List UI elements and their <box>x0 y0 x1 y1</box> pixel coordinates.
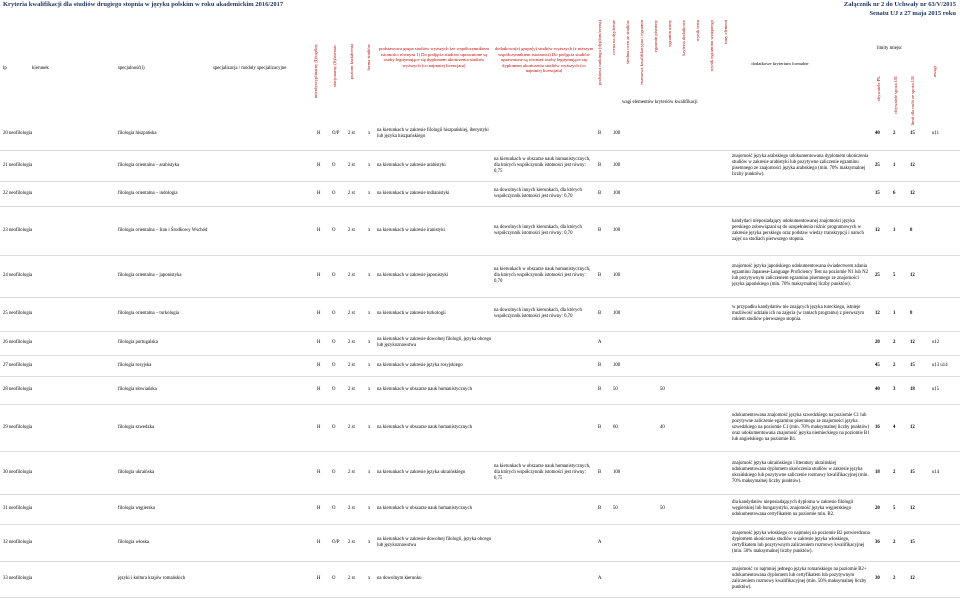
cell-lim3: 15 <box>910 362 915 368</box>
cell-lim1: 40 <box>875 131 880 136</box>
cell-t1: H <box>317 469 321 475</box>
cell-lim3: 12 <box>910 162 915 168</box>
cell-lim3: 12 <box>910 273 915 278</box>
cell-lim1: 25 <box>875 273 880 278</box>
cell-g2 <box>494 561 594 597</box>
cell-lim1: 16 <box>875 424 880 430</box>
cell-lim2: 2 <box>893 576 896 581</box>
table-row <box>0 297 960 331</box>
col-v5: podstawa rankingu (dyplom/ocena) <box>597 20 602 86</box>
cell-t1: H <box>317 162 321 168</box>
cell-t3: 2 st <box>348 506 355 511</box>
cell-t1: H <box>317 506 321 511</box>
cell-note: u14 <box>932 469 940 475</box>
col-v2: stacjonarny (S)/niestac. <box>332 44 337 88</box>
cell-g1: na kierunkach w obszarze nauk humanistycznych <box>377 506 472 511</box>
cell-base: A <box>598 539 602 545</box>
cell-spec: filologia szwedzka <box>118 424 155 430</box>
cell-w1: 50 <box>613 506 618 511</box>
cell-w2: 50 <box>660 506 665 511</box>
table-row <box>0 524 960 561</box>
cell-g1: na kierunkach w zakresie indianistyki <box>377 190 450 196</box>
cell-base: B <box>598 362 602 368</box>
cell-t4: x <box>368 273 371 278</box>
cell-g1: na kierunkach w zakresie języka rosyjskiego <box>377 362 463 368</box>
cell-lim3: 12 <box>910 190 915 196</box>
cell-lim1: 40 <box>875 387 880 392</box>
cell-w1: 100 <box>613 273 621 278</box>
col-specjalizacja: specjalizacja / moduły specjalizacyjne <box>213 66 287 71</box>
table-row <box>0 451 960 494</box>
cell-t3: 2 st <box>348 469 355 475</box>
cell-base: B <box>598 311 602 316</box>
cell-base: A <box>598 576 602 581</box>
cell-t1: H <box>317 340 321 345</box>
cell-w2 <box>660 206 676 255</box>
cell-w2 <box>660 255 676 297</box>
cell-note <box>932 206 952 255</box>
cell-lim1: 20 <box>875 506 880 511</box>
cell-t3: 2 st <box>348 362 355 368</box>
cell-t1: H <box>317 273 321 278</box>
cell-t2: O <box>332 576 336 581</box>
cell-t4: x <box>368 424 371 430</box>
cell-spec: filologia włoska <box>118 539 150 545</box>
cell-t4: x <box>368 576 371 581</box>
cell-g2: na kierunkach w obszarze nauk humanistycznych, dla których współczynnik istotności jest równy: 0,70 <box>494 267 591 284</box>
cell-extra <box>732 118 870 150</box>
cell-extra <box>732 355 870 376</box>
cell-t1: H <box>317 424 321 430</box>
cell-note: u11 <box>932 131 940 136</box>
cell-extra: znajomość języka włoskiego co najmniej na poziomie B2 potwierdzona dyplomem ukończenia studiów w zakresie języka włoskiego, certyfikatem lub pozytywnym zaliczeniem rozmowy kwalifikacyjnej (min. 50% maksymalnej liczby punktów). <box>732 530 870 554</box>
cell-lim2: 2 <box>893 340 896 345</box>
cell-t2: O <box>332 362 336 368</box>
cell-base: B <box>598 190 602 196</box>
cell-t3: 2 st <box>348 162 355 168</box>
cell-note: u12 <box>932 340 940 345</box>
col-v1: interdyscyplinarny (I)/ogólny <box>313 44 318 99</box>
col-group1: podstawowa grupa studiów wyższych (ze współczynnikiem istotności równym 1) Do podjęcia studiów uprawnione są osoby legitymujące się dyplomem ukończenia studiów wyższych (co najmniej licencjatu) <box>379 46 489 68</box>
cell-lp: 28 neofilologia <box>3 387 33 392</box>
cell-lim3: 18 <box>910 387 915 392</box>
cell-g2: na kierunkach w obszarze nauk humanistycznych, dla których współczynnik istotności jest równy: 0,75 <box>494 156 591 174</box>
cell-t3: 2 st <box>348 387 355 392</box>
cell-g1: na kierunkach w zakresie iranistyki <box>377 227 445 233</box>
cell-t3: 2 st <box>348 273 355 278</box>
cell-t1: H <box>317 190 321 196</box>
cell-lim3: 12 <box>910 506 915 511</box>
cell-lim2: 2 <box>893 469 896 475</box>
cell-note <box>932 561 952 597</box>
col-dodatkowe: dodatkowe kryterium formalne <box>751 61 809 66</box>
cell-lp: 22 neofilologia <box>3 190 33 196</box>
cell-w2 <box>660 150 676 181</box>
cell-spec: filologia orientalna – japonistyka <box>118 273 182 278</box>
cell-extra: znajomość języka japońskiego udokumentowana świadectwem zdania egzaminu Japanese-Language Proficiency Test na poziomie N1 lub N2 lub pozytywnym zaliczeniem egzaminu pisemnego ze znajomości języka japońskiego (min. 70% maksymalnej liczby punktów). <box>732 264 868 287</box>
col-kierunek: kierunek <box>32 66 49 71</box>
cell-lp: 26 neofilologia <box>3 340 33 345</box>
cell-t2: O <box>332 227 336 233</box>
cell-t2: O <box>332 387 336 392</box>
cell-spec: filologia portugalska <box>118 340 158 345</box>
cell-t2: O <box>332 340 336 345</box>
cell-w1: 100 <box>613 131 621 136</box>
table-row <box>0 331 960 355</box>
cell-g1: na kierunkach w obszarze nauk humanistycznych <box>377 424 472 430</box>
cell-g2 <box>494 404 594 451</box>
cell-g2 <box>494 376 594 404</box>
cell-g1: na dowolnym kierunku <box>377 576 422 581</box>
cell-t3: 2 st <box>348 190 355 196</box>
cell-note <box>932 297 952 331</box>
col-lp: lp <box>3 66 7 71</box>
col-v8: rozmowa kwalifikacyjna / egzamin <box>639 20 644 85</box>
cell-lim2: 1 <box>893 162 896 168</box>
cell-t1: H <box>317 227 321 233</box>
cell-note <box>932 524 952 561</box>
table-row <box>0 404 960 451</box>
col-specjalnosc: specjalność(i) <box>118 66 145 71</box>
cell-spec: filologia ukraińska <box>118 469 155 475</box>
cell-extra: znajomość co najmniej jednego języka romańskiego na poziomie B2+ udokumentowana dyplomem lub certyfikatem lub pozytywnym zaliczeniem rozmowy kwalifikacyjnej (min. 50% maksymalnej liczby punktów). <box>732 567 867 590</box>
cell-t1: H <box>317 131 321 136</box>
table-row <box>0 150 960 181</box>
cell-lim2: 1 <box>893 227 896 233</box>
cell-lp: 23 neofilologia <box>3 227 33 233</box>
cell-base: B <box>598 273 602 278</box>
cell-g1: na kierunkach w zakresie turkologii <box>377 311 446 316</box>
table-row <box>0 494 960 524</box>
cell-g2 <box>494 355 594 376</box>
cell-lim1: 18 <box>875 469 880 475</box>
col-v4: forma studiów <box>366 44 371 71</box>
cell-t1: H <box>317 539 321 545</box>
cell-t4: x <box>368 227 371 233</box>
cell-note <box>932 255 952 297</box>
cell-lim2: 4 <box>893 424 896 430</box>
cell-spec: filologia orientalna – arabistyka <box>118 162 180 168</box>
col-v7: średnia ocen ze studiów <box>625 20 630 65</box>
cell-t1: H <box>317 387 321 392</box>
cell-spec: filologia orientalna – turkologia <box>118 311 180 316</box>
cell-t3: 2 st <box>348 424 355 430</box>
cell-w1: 100 <box>613 362 621 368</box>
header-right-line2: Senatu UJ z 27 maja 2015 roku <box>869 9 956 17</box>
cell-t2: O <box>332 506 336 511</box>
cell-note <box>932 494 952 524</box>
cell-lim3: 8 <box>910 311 913 316</box>
cell-t4: x <box>368 162 371 168</box>
cell-note <box>932 181 952 206</box>
col-l3: limit dla osób ze spoza UE <box>910 76 915 126</box>
col-group2: dodatkowa(e) grupa(y) studiów wyższych (z niższym współczynnikiem istotności) Do podjęcia studiów uprawnione są również osoby legitymujące się dyplomem ukończenia studiów wyższych (co najmniej licencjatu) <box>494 46 594 74</box>
cell-lim3: 12 <box>910 340 915 345</box>
table-body <box>0 114 960 598</box>
cell-t1: H <box>317 311 321 316</box>
cell-lim3: 15 <box>910 131 915 136</box>
cell-t2: O/P <box>332 131 340 136</box>
cell-lim1: 15 <box>875 190 880 196</box>
cell-t2: O <box>332 190 336 196</box>
cell-lp: 24 neofilologia <box>3 273 33 278</box>
cell-base: A <box>598 340 602 345</box>
table-row <box>0 181 960 206</box>
cell-lim2: 6 <box>893 190 896 196</box>
table-row <box>0 206 960 255</box>
cell-g2: na kierunkach w obszarze nauk humanistycznych, dla których współczynnik istotności jest równy: 0,75 <box>494 463 591 481</box>
cell-g1: na kierunkach w obszarze nauk humanistycznych <box>377 387 472 392</box>
cell-w2 <box>660 181 676 206</box>
column-headers <box>0 16 960 126</box>
col-v9: egzamin pisemny <box>653 20 658 53</box>
cell-t1: H <box>317 576 321 581</box>
cell-extra: dla kandydatów nieposiadających dyplomu w zakresie filologii węgierskiej lub hungarystyki, znajomość języka węgierskiego udokumentowana certyfikatem na poziomie min. B2. <box>732 500 854 517</box>
cell-extra: znajomość języka arabskiego udokumentowana dyplomem ukończenia studiów w zakresie arabistyki lub pozytywne zaliczenie egzaminu pisemnego ze znajomości języka arabskiego (min. 70% maksymalnej liczby punktów). <box>732 153 869 177</box>
cell-extra: znajomość języka ukraińskiego i literatury ukraińskiej udokumentowana dyplomem ukończenia studiów w zakresie języka ukraińskiego lub pozytywne zaliczenie rozmowy kwalifikacyjnej (min. 70% maksymalnej liczby punktów). <box>732 460 869 484</box>
cell-g2 <box>494 524 594 561</box>
cell-t2: O <box>332 424 336 430</box>
cell-lim3: 15 <box>910 469 915 475</box>
table-row <box>0 376 960 404</box>
cell-spec: filologia orientalna – indologia <box>118 190 178 196</box>
cell-base: B <box>598 387 602 392</box>
cell-t3: 2 st <box>348 227 355 233</box>
cell-lim1: 12 <box>875 311 880 316</box>
cell-w1 <box>613 524 629 561</box>
cell-lim2: 2 <box>893 131 896 136</box>
cell-g1: na kierunkach w zakresie filologii hiszpańskiej, iberystyki lub języka hiszpańskiego <box>377 128 489 139</box>
cell-lim2: 1 <box>893 311 896 316</box>
cell-base: B <box>598 506 602 511</box>
cell-extra <box>732 331 870 355</box>
cell-note: u15 <box>932 387 940 392</box>
cell-t3: 2 st <box>348 340 355 345</box>
cell-t2: O <box>332 162 336 168</box>
col-v14: inny element <box>723 20 728 44</box>
cell-note <box>932 150 952 181</box>
cell-lp: 21 neofilologia <box>3 162 33 168</box>
cell-lim2: 2 <box>893 539 896 545</box>
table-row <box>0 561 960 597</box>
col-uwagi: uwagi <box>932 66 937 78</box>
col-l1: obywatele PL <box>876 76 881 102</box>
header-right-line1: Załącznik nr 2 do Uchwały nr 63/V/2015 <box>843 1 956 8</box>
cell-lp: 32 neofilologia <box>3 539 33 545</box>
cell-t3: 2 st <box>348 539 355 545</box>
cell-extra <box>732 376 870 404</box>
cell-t2: O <box>332 311 336 316</box>
cell-t2: O <box>332 273 336 278</box>
cell-g2: na dowolnych innych kierunkach, dla których współczynnik istotności jest równy: 0,70 <box>494 308 582 319</box>
cell-lim3: 12 <box>910 576 915 581</box>
cell-w2 <box>660 355 676 376</box>
header-title: Kryteria kwalifikacji dla studiów drugiego stopnia w języku polskim w roku akademickim 2016/2017 <box>3 1 284 8</box>
cell-w1: 100 <box>613 227 621 233</box>
cell-g1: na kierunkach w zakresie arabistyki <box>377 162 446 168</box>
cell-lim2: 5 <box>893 506 896 511</box>
cell-t3: 2 st <box>348 576 355 581</box>
cell-w2 <box>660 297 676 331</box>
cell-g2 <box>494 494 594 524</box>
col-v6: ocena na dyplomie <box>611 20 616 55</box>
cell-w1: 100 <box>613 190 621 196</box>
cell-g2 <box>494 118 594 150</box>
cell-w2 <box>660 561 676 597</box>
cell-w2 <box>660 451 676 494</box>
cell-extra: udokumentowana znajomość języka szwedzkiego na poziomie C1 lub pozytywne zaliczenie egzaminu pisemnego ze znajomości języka szwedzkiego na poziomie C1 (min. 70% maksymalnej liczby punktów) oraz udokumentowana znajomość języka niemieckiego na poziomie B1 lub angielskiego na poziomie B1. <box>732 412 870 442</box>
col-l2: obywatele spoza UE <box>893 76 898 114</box>
cell-w1 <box>613 561 629 597</box>
col-v10: egzamin ustny <box>667 20 672 47</box>
col-v13: wynik egzaminu wstępnego <box>709 20 714 72</box>
col-v3: poziom kształcenia <box>349 44 354 80</box>
cell-t1: H <box>317 362 321 368</box>
cell-t4: x <box>368 469 371 475</box>
cell-t4: x <box>368 387 371 392</box>
cell-t3: 2 st <box>348 131 355 136</box>
cell-lim3: 15 <box>910 539 915 545</box>
cell-lim1: 20 <box>875 340 880 345</box>
cell-w1: 50 <box>613 387 618 392</box>
cell-lim1: 36 <box>875 539 880 545</box>
cell-w2: 50 <box>660 387 665 392</box>
cell-t4: x <box>368 340 371 345</box>
cell-t4: x <box>368 539 371 545</box>
cell-t4: x <box>368 362 371 368</box>
cell-spec: filologia węgierska <box>118 506 155 511</box>
table-row <box>0 255 960 297</box>
cell-g2: na dowolnych innych kierunkach, dla których współczynnik istotności jest równy: 0,70 <box>494 187 582 199</box>
cell-extra <box>732 181 870 206</box>
cell-w2 <box>660 118 676 150</box>
cell-t4: x <box>368 190 371 196</box>
cell-note: u13 u14 <box>932 362 948 368</box>
cell-t4: x <box>368 311 371 316</box>
cell-g1: na kierunkach w zakresie japonistyki <box>377 273 449 278</box>
cell-lp: 27 neofilologia <box>3 362 33 368</box>
cell-w1: 60 <box>613 424 618 430</box>
cell-base: B <box>598 227 602 233</box>
col-wagi: wagi elementów kryteriów kwalifikacji <box>622 100 698 105</box>
cell-note <box>932 404 952 451</box>
cell-lim1: 45 <box>875 362 880 368</box>
cell-spec: języki i kultura krajów romańskich <box>118 576 186 581</box>
cell-base: B <box>598 131 602 136</box>
cell-lp: 33 neofilologia <box>3 576 33 581</box>
cell-lim2: 5 <box>893 273 896 278</box>
cell-lim1: 12 <box>875 227 880 233</box>
cell-w1: 100 <box>613 311 621 316</box>
cell-t4: x <box>368 506 371 511</box>
cell-lp: 31 neofilologia <box>3 506 33 511</box>
cell-extra: w przypadku kandydatów nie znających języka tureckiego, istnieje możliwość udziału ich na zajęcia (w ramach programu) z pierwszym rokiem studiów pierwszego stopnia. <box>732 305 864 322</box>
cell-base: B <box>598 469 602 475</box>
cell-t4: x <box>368 131 371 136</box>
cell-spec: filologia rosyjska <box>118 362 152 368</box>
cell-g1: na kierunkach w zakresie języka ukraińskiego <box>377 469 466 475</box>
cell-w2 <box>660 524 676 561</box>
cell-t2: O <box>332 469 336 475</box>
cell-w1: 100 <box>613 469 621 475</box>
cell-lim3: 12 <box>910 424 915 430</box>
cell-lp: 25 neofilologia <box>3 311 33 316</box>
cell-t3: 2 st <box>348 311 355 316</box>
table-row <box>0 118 960 150</box>
cell-g2: na dowolnych innych kierunkach, dla których współczynnik istotności jest równy: 0,70 <box>494 224 582 236</box>
cell-lp: 30 neofilologia <box>3 469 33 475</box>
cell-w2: 40 <box>660 424 665 430</box>
cell-spec: filologia słowiańska <box>118 387 157 392</box>
cell-lim3: 8 <box>910 227 913 233</box>
col-v11: kryteria dodatkowe <box>681 20 686 56</box>
cell-w2 <box>660 331 676 355</box>
cell-g1: na kierunkach w zakresie dowolnej filologii, języka obcego lub językoznawstwa <box>377 536 492 548</box>
cell-spec: filologia orientalna – Iran i Środkowy Wschód <box>118 227 208 233</box>
cell-lp: 29 neofilologia <box>3 424 33 430</box>
cell-w1 <box>613 331 629 355</box>
cell-lim1: 25 <box>875 162 880 168</box>
cell-lp: 20 neofilologia <box>3 131 33 136</box>
cell-g2 <box>494 331 594 355</box>
cell-g1: na kierunkach w zakresie dowolnej filologii, języka obcego lub językoznawstwa <box>377 337 492 348</box>
cell-lim1: 30 <box>875 576 880 581</box>
cell-w1: 100 <box>613 162 621 168</box>
cell-spec: filologia hiszpańska <box>118 131 157 136</box>
cell-lim2: 3 <box>893 387 896 392</box>
col-limity: limity miejsc <box>877 46 903 51</box>
table-row <box>0 355 960 376</box>
cell-lim2: 2 <box>893 362 896 368</box>
cell-extra: kandydaci nieposiadający udokumentowanej znajomości języka perskiego zobowiązani są do uzupełnienia różnic programowych w zakresie języka perskiego oraz podstaw wiedzy transkrypcji i naruch zajęć na studiach pierwszego stopnia. <box>732 218 864 242</box>
col-v12: wynik testu <box>695 20 700 42</box>
cell-base: B <box>598 162 602 168</box>
cell-base: B <box>598 424 602 430</box>
cell-t2: O/P <box>332 539 340 545</box>
